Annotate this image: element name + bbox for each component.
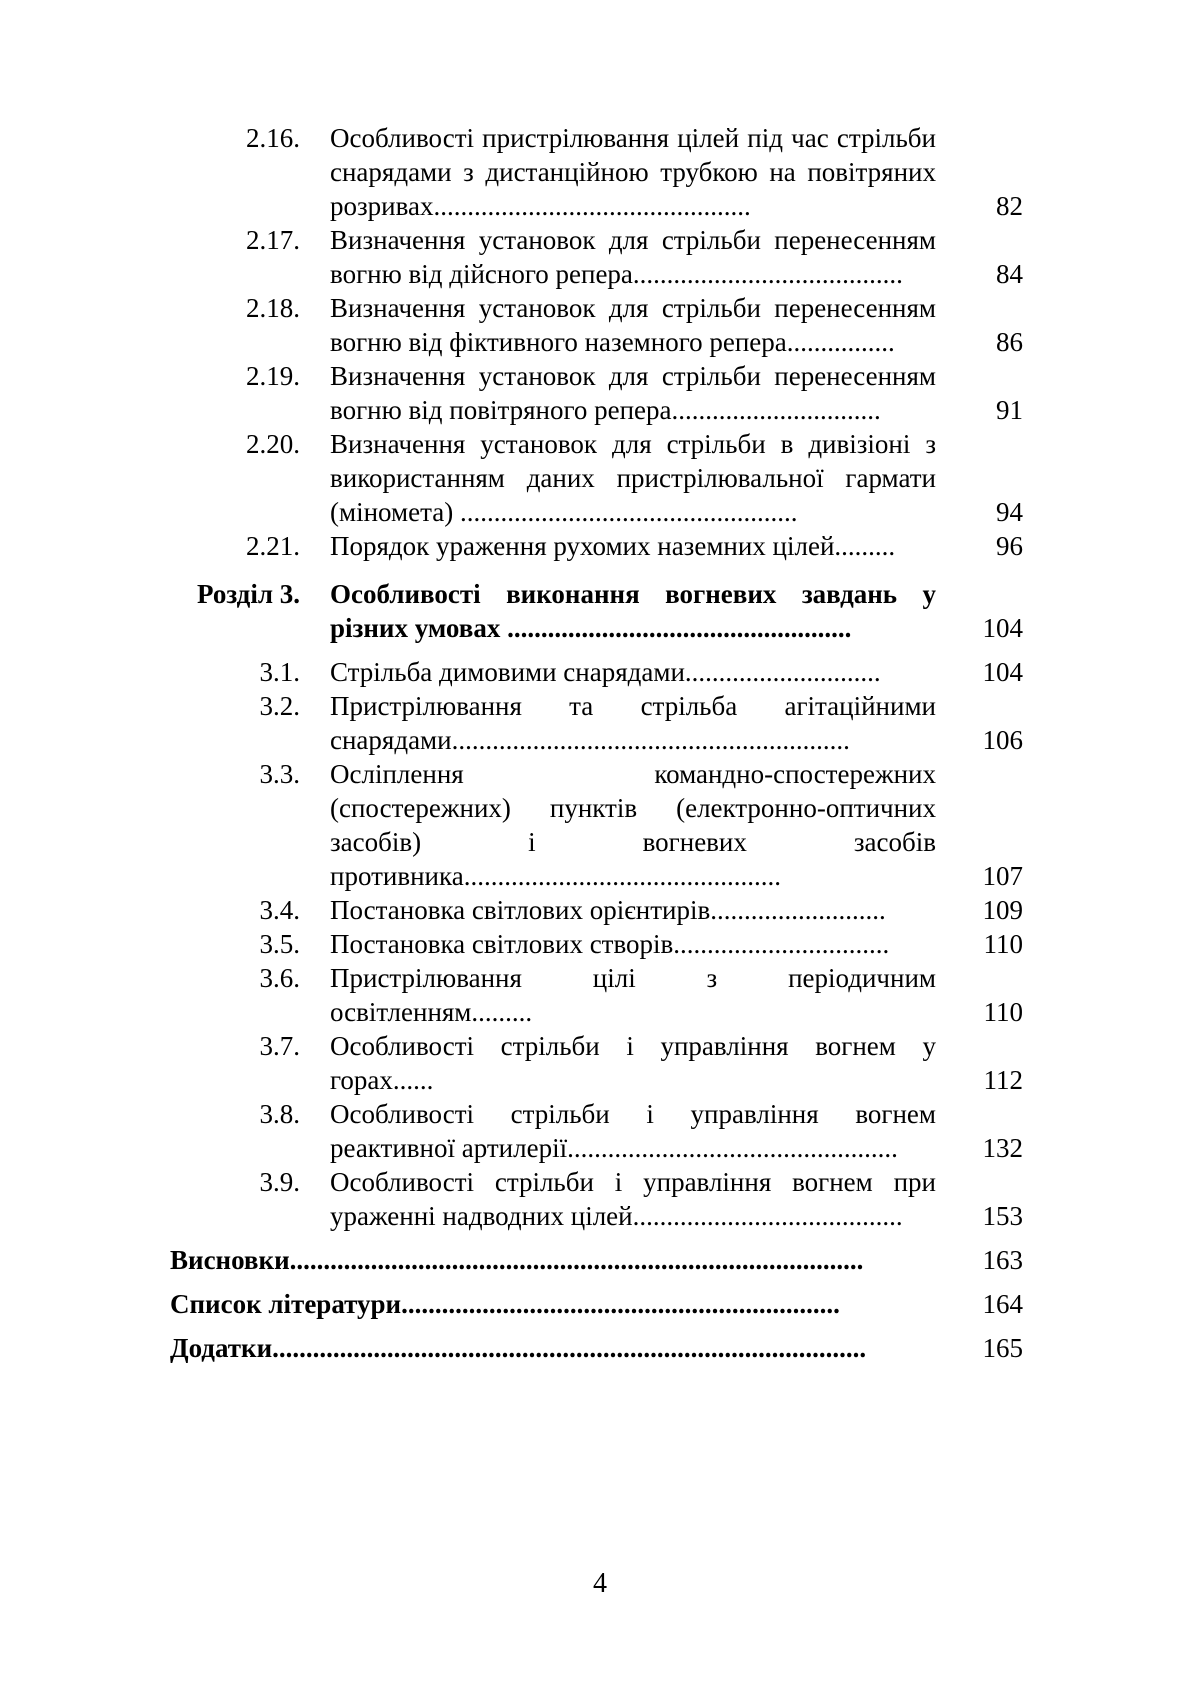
toc-entry-number: 3.5. <box>259 929 300 959</box>
toc-entry-title: Осліплення командно-спостережних (спостережних) пунктів (електронно-оптичних засобів) і вогневих засобів противника............................................... <box>330 759 936 891</box>
toc-leader-dots: ................................................. <box>567 1133 898 1163</box>
toc-entry-title: Особливості пристрілювання цілей під час стрільби снарядами з дистанційною трубкою на повітряних розривах............................................... <box>330 123 936 221</box>
toc-entry <box>0 927 1200 961</box>
toc-entry-title: Порядок ураження рухомих наземних цілей......... <box>330 531 896 561</box>
toc-entry <box>0 757 1200 893</box>
toc-entry-page: 110 <box>983 997 1023 1027</box>
toc-entry-number: 2.21. <box>246 531 300 561</box>
toc-chapter-page: 104 <box>982 613 1023 643</box>
toc-entry <box>0 359 1200 427</box>
toc-chapter-heading <box>0 577 1200 645</box>
table-of-contents <box>0 121 1200 1365</box>
toc-leader-dots: ......... <box>834 531 896 561</box>
toc-leader-dots: ............................................... <box>463 861 781 891</box>
toc-entry <box>0 121 1200 223</box>
page-number: 4 <box>593 1568 607 1599</box>
toc-entry-title: Особливості стрільби і управління вогнем реактивної артилерії................................................. <box>330 1099 936 1163</box>
toc-entry-page: 94 <box>996 497 1023 527</box>
toc-leader-dots: ........................................ <box>632 259 903 289</box>
toc-chapter-number: Розділ 3. <box>197 579 300 609</box>
toc-entry-page: 153 <box>982 1201 1023 1231</box>
toc-entry-number: 2.20. <box>246 429 300 459</box>
toc-leader-dots: ................................ <box>673 929 890 959</box>
toc-top-entry-page: 165 <box>982 1333 1023 1363</box>
toc-entry-page: 112 <box>983 1065 1023 1095</box>
toc-entry <box>0 291 1200 359</box>
toc-entry-page: 91 <box>996 395 1023 425</box>
toc-entry-page: 109 <box>982 895 1023 925</box>
toc-entry-title: Стрільба димовими снарядами............................. <box>330 657 881 687</box>
toc-entry-title: Пристрілювання та стрільба агітаційними снарядами........................................................... <box>330 691 936 755</box>
toc-entry <box>0 1165 1200 1233</box>
toc-entry-number: 3.3. <box>259 759 300 789</box>
toc-entry <box>0 1097 1200 1165</box>
toc-entry <box>0 689 1200 757</box>
toc-entry-page: 82 <box>996 191 1023 221</box>
toc-leader-dots: ............................... <box>671 395 881 425</box>
toc-leader-dots: .......................... <box>710 895 886 925</box>
toc-entry <box>0 529 1200 563</box>
toc-entry <box>0 223 1200 291</box>
toc-entry-title: Визначення установок для стрільби в дивізіоні з використанням даних пристрілювальної гармати (міномета) .................................................. <box>330 429 936 527</box>
toc-entry-page: 106 <box>982 725 1023 755</box>
toc-entry-number: 3.2. <box>259 691 300 721</box>
toc-entry-page: 132 <box>982 1133 1023 1163</box>
toc-entry-page: 86 <box>996 327 1023 357</box>
toc-entry <box>0 1029 1200 1097</box>
toc-entry-number: 3.7. <box>259 1031 300 1061</box>
toc-chapter-title: Особливості виконання вогневих завдань у різних умовах ................................................... <box>330 579 936 643</box>
toc-leader-dots: ............................. <box>684 657 881 687</box>
toc-entry-number: 3.6. <box>259 963 300 993</box>
toc-entry-number: 2.17. <box>246 225 300 255</box>
toc-leader-dots: ................ <box>786 327 895 357</box>
toc-leader-dots: ......... <box>471 997 533 1027</box>
toc-entry-title: Особливості стрільби і управління вогнем при ураженні надводних цілей........................................ <box>330 1167 936 1231</box>
toc-entry-number: 3.1. <box>259 657 300 687</box>
toc-entry-title: Визначення установок для стрільби перенесенням вогню від фіктивного наземного репера................ <box>330 293 936 357</box>
toc-top-entry-page: 164 <box>982 1289 1023 1319</box>
toc-leader-dots: ................................................................. <box>401 1289 840 1319</box>
toc-top-entry <box>0 1243 1200 1277</box>
toc-entry-title: Визначення установок для стрільби перенесенням вогню від повітряного репера............................... <box>330 361 936 425</box>
toc-entry <box>0 655 1200 689</box>
toc-leader-dots: ........................................ <box>632 1201 903 1231</box>
toc-leader-dots: .................................................. <box>453 497 798 527</box>
toc-entry-page: 110 <box>983 929 1023 959</box>
toc-entry-page: 107 <box>982 861 1023 891</box>
toc-entry-title: Постановка світлових орієнтирів.......................... <box>330 895 886 925</box>
toc-top-entry-title: Список літератури................................................................. <box>170 1289 840 1319</box>
toc-entry-page: 84 <box>996 259 1023 289</box>
toc-entry-title: Постановка світлових створів................................ <box>330 929 890 959</box>
toc-entry-number: 3.4. <box>259 895 300 925</box>
toc-top-entry <box>0 1331 1200 1365</box>
toc-entry-title: Особливості стрільби і управління вогнем у горах...... <box>330 1031 936 1095</box>
toc-entry-number: 2.18. <box>246 293 300 323</box>
toc-entry-page: 96 <box>996 531 1023 561</box>
toc-entry-number: 2.16. <box>246 123 300 153</box>
toc-leader-dots: ...... <box>392 1065 434 1095</box>
toc-entry-number: 3.8. <box>259 1099 300 1129</box>
toc-leader-dots: ..................................................................................... <box>289 1245 864 1275</box>
toc-top-entry-title: Висновки..................................................................................... <box>170 1245 864 1275</box>
toc-entry-number: 3.9. <box>259 1167 300 1197</box>
toc-entry-title: Визначення установок для стрільби перенесенням вогню від дійсного репера........................................ <box>330 225 936 289</box>
toc-leader-dots: ................................................... <box>500 613 852 643</box>
toc-entry-page: 104 <box>982 657 1023 687</box>
toc-leader-dots: ............................................... <box>433 191 751 221</box>
toc-entry <box>0 961 1200 1029</box>
toc-top-entry-page: 163 <box>982 1245 1023 1275</box>
toc-leader-dots: ........................................................................................ <box>272 1333 867 1363</box>
toc-entry-number: 2.19. <box>246 361 300 391</box>
toc-top-entry-title: Додатки........................................................................................ <box>170 1333 867 1363</box>
toc-leader-dots: ........................................................... <box>451 725 850 755</box>
toc-entry-title: Пристрілювання цілі з періодичним освітленням......... <box>330 963 936 1027</box>
toc-entry <box>0 427 1200 529</box>
toc-top-entry <box>0 1287 1200 1321</box>
toc-entry <box>0 893 1200 927</box>
